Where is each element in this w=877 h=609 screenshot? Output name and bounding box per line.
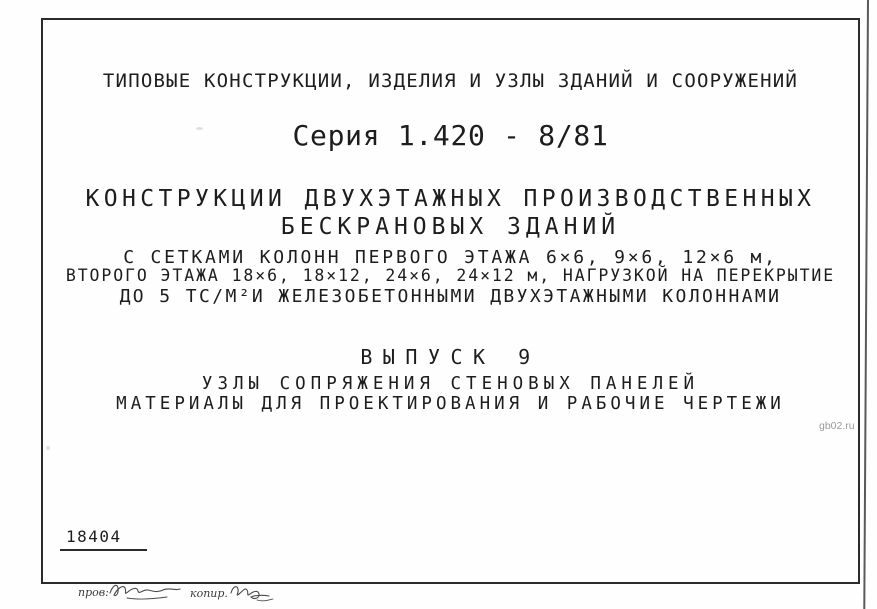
page-title-line2: БЕСКРАНОВЫХ ЗДАНИЙ — [280, 214, 621, 240]
subtitle-grid-first-floor: С СЕТКАМИ КОЛОНН ПЕРВОГО ЭТАЖА 6×6, 9×6, 12×6 м, — [123, 247, 778, 268]
subtitle-load-columns: ДО 5 ТС/М²И ЖЕЛЕЗОБЕТОННЫМИ ДВУХЭТАЖНЫМИ КОЛОННАМИ — [119, 286, 782, 307]
document-header-line: ТИПОВЫЕ КОНСТРУКЦИИ, ИЗДЕЛИЯ И УЗЛЫ ЗДАНИЙ И СООРУЖЕНИЙ — [102, 70, 799, 92]
handwritten-signature-copied — [227, 581, 275, 603]
scan-speck — [46, 446, 50, 450]
page-title-line1: КОНСТРУКЦИИ ДВУХЭТАЖНЫХ ПРОИЗВОДСТВЕННЫХ — [85, 186, 816, 212]
site-watermark: gb02.ru — [819, 420, 855, 432]
series-number: Серия 1.420 - 8/81 — [292, 119, 609, 152]
scan-paper-edge — [863, 0, 869, 609]
catalog-order-number: 18404 — [66, 527, 122, 546]
section-title-line1: УЗЛЫ СОПРЯЖЕНИЯ СТЕНОВЫХ ПАНЕЛЕЙ — [201, 374, 700, 394]
subtitle-grid-second-floor: ВТОРОГО ЭТАЖА 18×6, 18×12, 24×6, 24×12 м, НАГРУЗКОЙ НА ПЕРЕКРЫТИЕ — [65, 266, 836, 285]
issue-number-line: ВЫПУСК 9 — [360, 345, 541, 369]
handwritten-signature-checked — [107, 579, 185, 603]
catalog-order-underline — [60, 549, 147, 551]
handwritten-copied-label: копир. — [190, 587, 228, 600]
scan-speck — [196, 127, 203, 130]
section-title-line2: МАТЕРИАЛЫ ДЛЯ ПРОЕКТИРОВАНИЯ И РАБОЧИЕ ЧЕРТЕЖИ — [116, 394, 785, 414]
handwritten-checked-label: пров: — [78, 586, 109, 599]
